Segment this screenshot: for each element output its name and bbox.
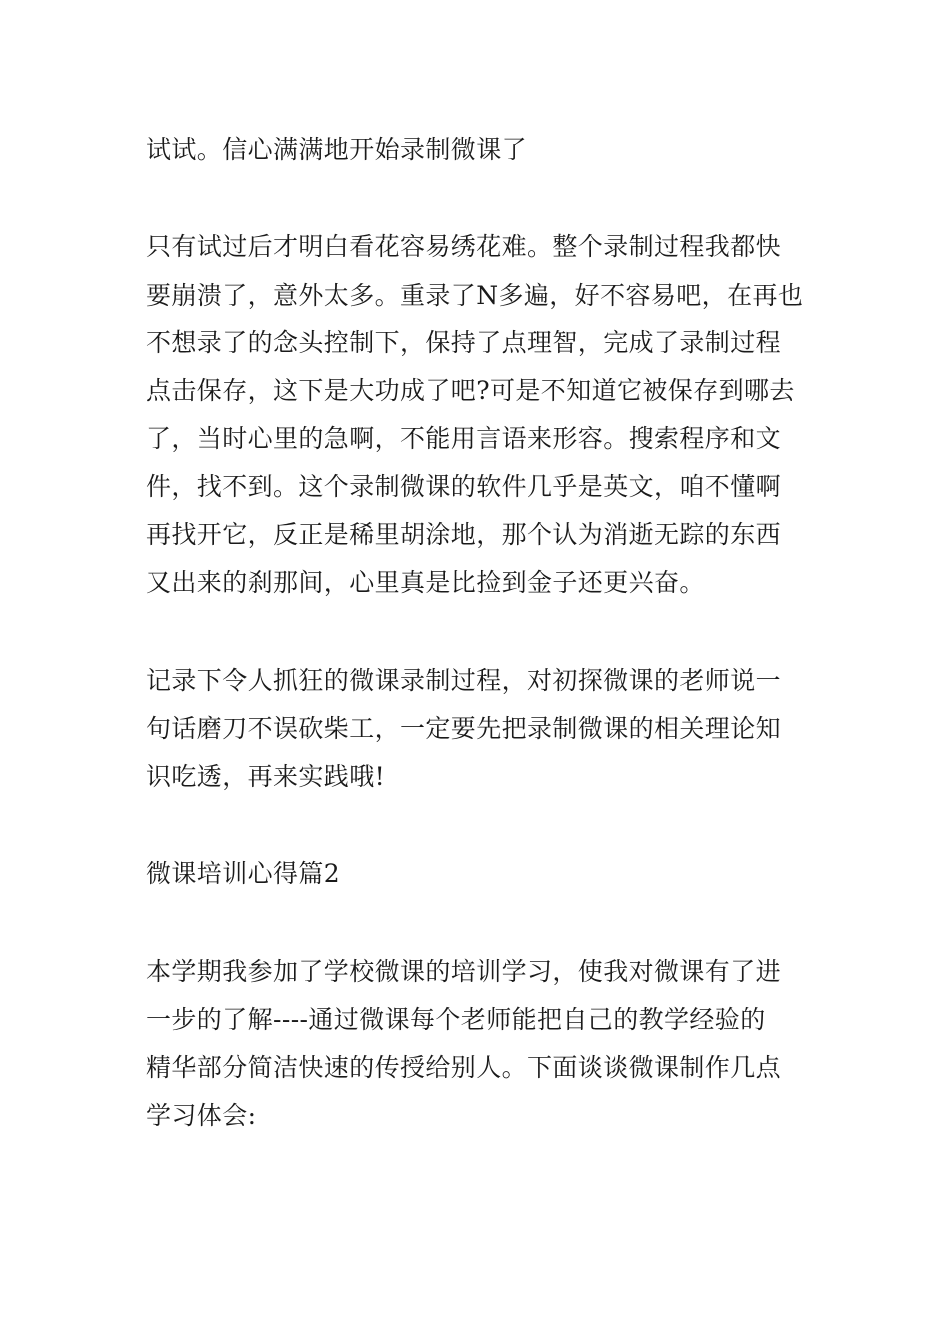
paragraph-2-line-5: 了，当时心里的急啊，不能用言语来形容。搜索程序和文 [146,424,782,453]
paragraph-5-line-3: 精华部分简洁快速的传授给别人。下面谈谈微课制作几点 [146,1053,782,1082]
paragraph-5-line-1: 本学期我参加了学校微课的培训学习，使我对微课有了进 [146,957,782,986]
paragraph-2-line-2: 要崩溃了，意外太多。重录了N多遍，好不容易吧，在再也 [146,281,804,310]
paragraph-2-line-1: 只有试过后才明白看花容易绣花难。整个录制过程我都快 [146,232,782,261]
paragraph-3-line-1: 记录下令人抓狂的微课录制过程，对初探微课的老师说一 [146,666,782,695]
paragraph-2-line-8: 又出来的刹那间，心里真是比捡到金子还更兴奋。 [146,568,705,597]
paragraph-5-line-2: 一步的了解----通过微课每个老师能把自己的教学经验的 [146,1005,766,1034]
section-heading: 微课培训心得篇2 [146,859,341,888]
paragraph-5-line-4: 学习体会: [146,1101,257,1130]
paragraph-2-line-3: 不想录了的念头控制下，保持了点理智，完成了录制过程 [146,328,782,357]
paragraph-3-line-2: 句话磨刀不误砍柴工，一定要先把录制微课的相关理论知 [146,714,782,743]
paragraph-2-line-6: 件，找不到。这个录制微课的软件几乎是英文，咱不懂啊 [146,472,782,501]
paragraph-3-line-3: 识吃透，再来实践哦! [146,762,386,791]
paragraph-1-line-1: 试试。信心满满地开始录制微课了 [146,135,528,164]
paragraph-2-line-7: 再找开它，反正是稀里胡涂地，那个认为消逝无踪的东西 [146,520,782,549]
paragraph-2-line-4: 点击保存，这下是大功成了吧?可是不知道它被保存到哪去 [146,376,795,405]
